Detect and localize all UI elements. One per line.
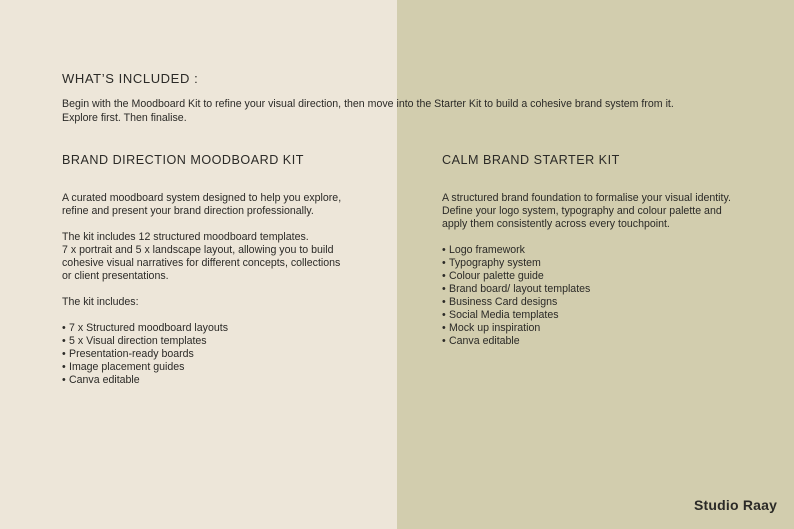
- starter-kit-title: CALM BRAND STARTER KIT: [442, 153, 620, 167]
- moodboard-kit-templates-text: The kit includes 12 structured moodboard templates. 7 x portrait and 5 x landscape layout, allowing you to build cohesive visual narratives for different concepts, collections or client presentations.: [62, 231, 341, 282]
- intro-line-1: Begin with the Moodboard Kit to refine your visual direction, then move into the Starter Kit to build a cohesive brand system from it.: [62, 98, 674, 110]
- list-item: • 5 x Visual direction templates: [62, 335, 382, 348]
- brand-name: Studio Raay: [694, 497, 778, 513]
- list-item: • Mock up inspiration: [442, 322, 772, 335]
- list-item: • Logo framework: [442, 244, 772, 257]
- moodboard-kit-column: [62, 153, 382, 387]
- list-item: • 7 x Structured moodboard layouts: [62, 322, 382, 335]
- list-item: • Canva editable: [442, 335, 772, 348]
- list-item: • Presentation-ready boards: [62, 348, 382, 361]
- list-item: • Canva editable: [62, 374, 382, 387]
- list-item: • Social Media templates: [442, 309, 772, 322]
- starter-kit-list: [442, 244, 772, 348]
- starter-kit-column: [442, 153, 772, 348]
- whats-included-heading: WHAT’S INCLUDED :: [62, 71, 199, 86]
- moodboard-kit-description: A curated moodboard system designed to help you explore, refine and present your brand direction professionally.: [62, 192, 342, 217]
- list-item: • Typography system: [442, 257, 772, 270]
- moodboard-kit-list: [62, 322, 382, 387]
- list-item: • Colour palette guide: [442, 270, 772, 283]
- starter-kit-description: A structured brand foundation to formalise your visual identity. Define your logo system, typography and colour palette and apply them consistently across every touchpoint.: [442, 192, 731, 230]
- list-item: • Business Card designs: [442, 296, 772, 309]
- intro-line-2: Explore first. Then finalise.: [62, 111, 187, 124]
- intro-text: [62, 98, 782, 125]
- list-item: • Image placement guides: [62, 361, 382, 374]
- list-item: • Brand board/ layout templates: [442, 283, 772, 296]
- moodboard-kit-title: BRAND DIRECTION MOODBOARD KIT: [62, 153, 304, 167]
- moodboard-kit-includes-label: The kit includes:: [62, 296, 139, 308]
